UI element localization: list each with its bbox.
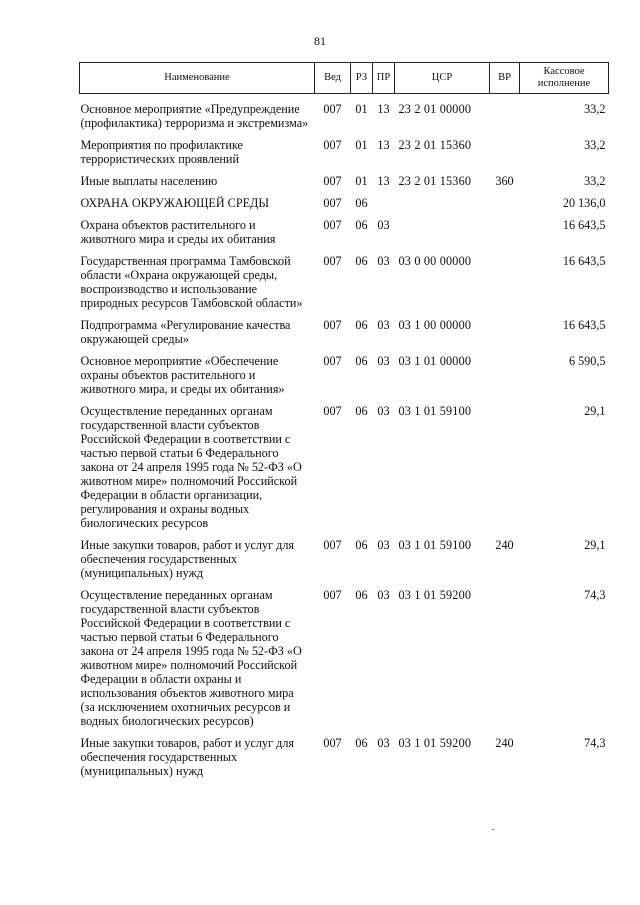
row-name: Иные закупки товаров, работ и услуг для обеспечения государственных (муниципальных) нужд — [80, 538, 295, 580]
row-name: Осуществление переданных органам государственной власти субъектов Российской Федерации в соответствии с частью первой статьи 6 Федерального закона от 24 апреля 1995 года № 52-ФЗ «О животном мире» полномочий Российской Федерации в области охраны и использования объектов животного мира (за исключением охотничьих ресурсов и водных биологических ресурсов) — [80, 588, 302, 728]
row-rz: 06 — [355, 588, 368, 602]
row-name: Подпрограмма «Регулирование качества окружающей среды» — [80, 318, 291, 346]
row-vr — [490, 318, 520, 354]
header-pr: ПР — [373, 63, 395, 94]
row-pr: 03 — [377, 404, 390, 418]
row-rz: 06 — [355, 736, 368, 750]
row-ved: 007 — [323, 102, 342, 116]
row-pr: 03 — [377, 736, 390, 750]
row-pr: 03 — [377, 254, 390, 268]
row-ved: 007 — [323, 318, 342, 332]
row-pr: 03 — [377, 588, 390, 602]
row-csr: 03 1 01 00000 — [398, 354, 472, 368]
row-rz: 06 — [355, 218, 368, 232]
row-sum: 16 643,5 — [562, 254, 606, 268]
row-sum: 74,3 — [584, 588, 606, 602]
row-csr: 03 1 00 00000 — [398, 318, 472, 332]
row-rz: 01 — [355, 138, 368, 152]
budget-table — [79, 62, 609, 786]
page-number: 81 — [314, 34, 326, 48]
row-pr: 03 — [377, 218, 390, 232]
table-row — [80, 218, 609, 254]
row-sum: 33,2 — [584, 174, 606, 188]
row-name: Государственная программа Тамбовской области «Охрана окружающей среды, воспроизводство и использование природных ресурсов Тамбовской области» — [80, 254, 303, 310]
row-rz: 06 — [355, 318, 368, 332]
row-ved: 007 — [323, 538, 342, 552]
row-rz: 01 — [355, 102, 368, 116]
row-name: Иные закупки товаров, работ и услуг для обеспечения государственных (муниципальных) нужд — [80, 736, 295, 778]
row-ved: 007 — [323, 254, 342, 268]
table-body — [80, 94, 609, 787]
table-row — [80, 94, 609, 139]
row-csr: 23 2 01 15360 — [398, 138, 472, 152]
row-sum: 6 590,5 — [568, 354, 606, 368]
row-rz: 01 — [355, 174, 368, 188]
row-ved: 007 — [323, 218, 342, 232]
table-row — [80, 736, 609, 786]
header-ved: Вед — [315, 63, 351, 94]
header-name: Наименование — [80, 63, 315, 94]
table-row — [80, 538, 609, 588]
row-vr — [490, 138, 520, 174]
row-sum: 16 643,5 — [562, 318, 606, 332]
row-rz: 06 — [355, 404, 368, 418]
scan-speck — [492, 829, 494, 830]
row-csr — [395, 196, 490, 218]
table-row — [80, 318, 609, 354]
row-csr: 03 1 01 59100 — [398, 404, 472, 418]
row-sum: 74,3 — [584, 736, 606, 750]
row-rz: 06 — [355, 354, 368, 368]
row-name: Охрана объектов растительного и животного мира и среды их обитания — [80, 218, 276, 246]
row-sum: 29,1 — [584, 538, 606, 552]
row-name: Основное мероприятие «Обеспечение охраны объектов растительного и животного мира, и среды их обитания» — [80, 354, 285, 396]
row-vr — [490, 588, 520, 736]
table-row — [80, 404, 609, 538]
row-csr: 23 2 01 00000 — [398, 102, 472, 116]
table-row — [80, 196, 609, 218]
row-name: ОХРАНА ОКРУЖАЮЩЕЙ СРЕДЫ — [80, 196, 269, 210]
row-vr: 360 — [495, 174, 514, 188]
row-name: Основное мероприятие «Предупреждение (профилактика) терроризма и экстремизма» — [80, 102, 309, 130]
row-pr: 13 — [377, 102, 390, 116]
row-rz: 06 — [355, 254, 368, 268]
row-rz: 06 — [355, 538, 368, 552]
row-pr: 13 — [377, 138, 390, 152]
row-name: Мероприятия по профилактике террористических проявлений — [80, 138, 243, 166]
row-vr — [490, 94, 520, 139]
row-vr: 240 — [495, 736, 514, 750]
header-vr: ВР — [490, 63, 520, 94]
row-csr — [395, 218, 490, 254]
row-ved: 007 — [323, 196, 342, 210]
row-pr: 03 — [377, 354, 390, 368]
row-pr — [373, 196, 395, 218]
row-pr: 03 — [377, 318, 390, 332]
row-sum: 33,2 — [584, 138, 606, 152]
header-csr: ЦСР — [395, 63, 490, 94]
row-ved: 007 — [323, 404, 342, 418]
table-row — [80, 138, 609, 174]
header-rz: РЗ — [351, 63, 373, 94]
row-sum: 20 136,0 — [562, 196, 606, 210]
row-vr — [490, 254, 520, 318]
row-vr — [490, 196, 520, 218]
table-row — [80, 174, 609, 196]
row-ved: 007 — [323, 354, 342, 368]
row-rz: 06 — [355, 196, 368, 210]
row-pr: 03 — [377, 538, 390, 552]
row-csr: 03 1 01 59200 — [398, 588, 472, 602]
table-row — [80, 354, 609, 404]
table-row — [80, 254, 609, 318]
row-ved: 007 — [323, 588, 342, 602]
header-sum: Кассовое исполнение — [520, 63, 609, 94]
row-vr — [490, 404, 520, 538]
row-ved: 007 — [323, 174, 342, 188]
row-vr — [490, 354, 520, 404]
row-sum: 33,2 — [584, 102, 606, 116]
row-name: Осуществление переданных органам государственной власти субъектов Российской Федерации в соответствии с частью первой статьи 6 Федерального закона от 24 апреля 1995 года № 52-ФЗ «О животном мире» полномочий Российской Федерации в области организации, регулирования и охраны водных биологических ресурсов — [80, 404, 302, 530]
row-csr: 03 1 01 59200 — [398, 736, 472, 750]
row-vr — [490, 218, 520, 254]
row-sum: 29,1 — [584, 404, 606, 418]
row-csr: 03 0 00 00000 — [398, 254, 472, 268]
table-row — [80, 588, 609, 736]
row-ved: 007 — [323, 736, 342, 750]
row-sum: 16 643,5 — [562, 218, 606, 232]
row-csr: 03 1 01 59100 — [398, 538, 472, 552]
row-csr: 23 2 01 15360 — [398, 174, 472, 188]
row-pr: 13 — [377, 174, 390, 188]
row-vr: 240 — [495, 538, 514, 552]
row-ved: 007 — [323, 138, 342, 152]
table-header-row — [80, 63, 609, 94]
row-name: Иные выплаты населению — [80, 174, 218, 188]
